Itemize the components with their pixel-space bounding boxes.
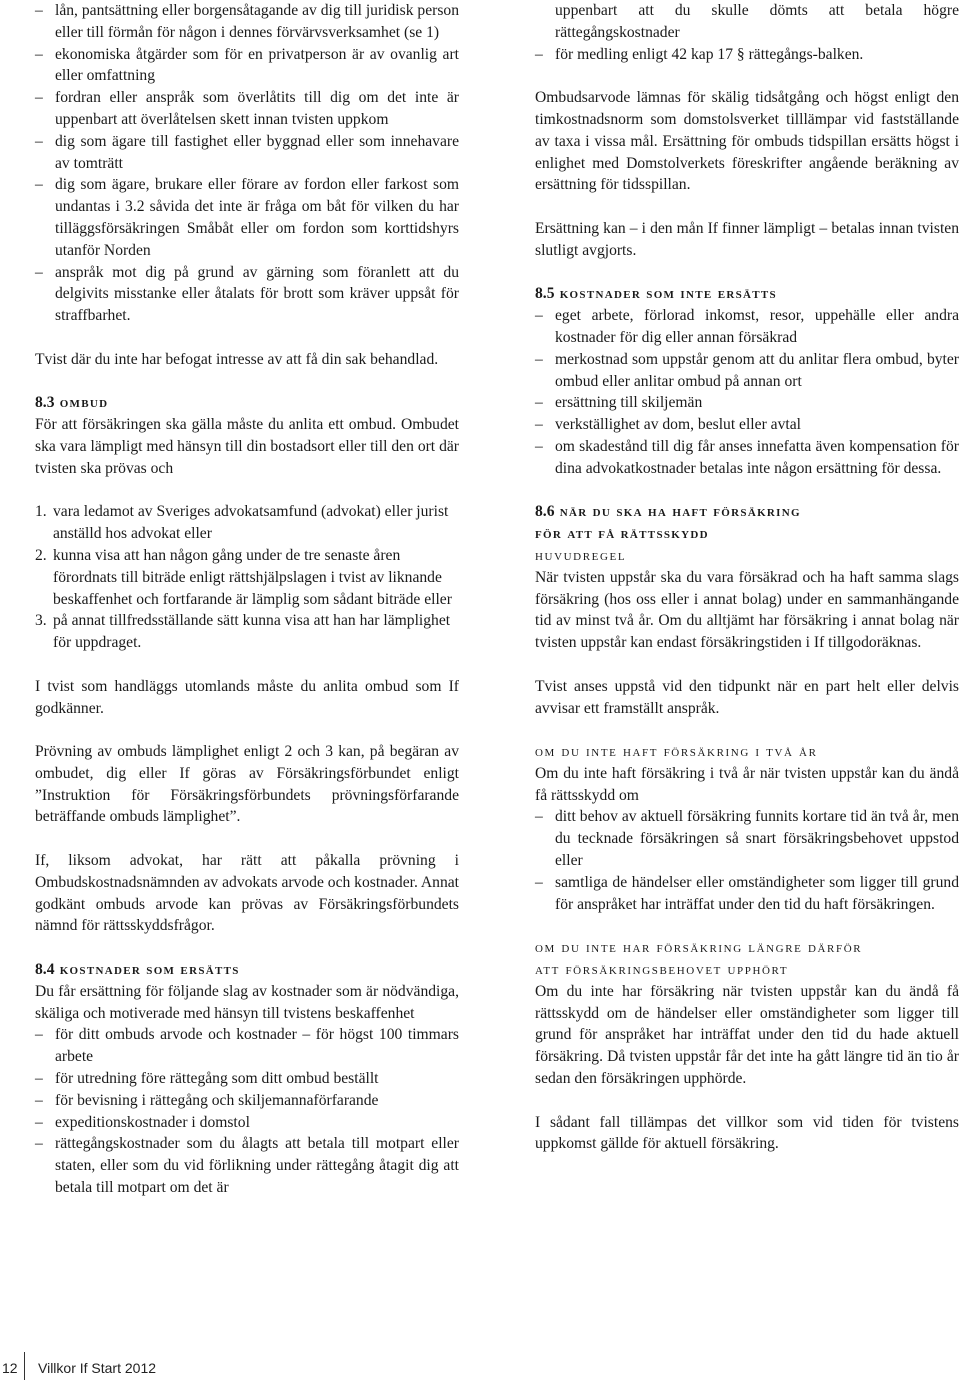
list-item: – ersättning till skiljemän bbox=[535, 392, 959, 414]
right-column bbox=[535, 0, 959, 1155]
subheading-tva-ar: om du inte haft försäkring i två år bbox=[535, 743, 818, 761]
list-item: – lån, pantsättning eller borgensåtagande av dig till juridisk person eller till förmån för någon i dennes förvärvsverksamhet (se 1) bbox=[35, 0, 459, 44]
subheading-langre-line2: att försäkringsbehovet upphört bbox=[535, 961, 789, 979]
list-item: – eget arbete, förlorad inkomst, resor, uppehälle eller andra kostnader för dig eller annan försäkrad bbox=[535, 305, 959, 349]
section-number: 8.4 bbox=[35, 961, 55, 979]
list-item: – fordran eller anspråk som överlåtits till dig om det inte är uppenbart att överlåtelsen skett innan tvisten uppkom bbox=[35, 87, 459, 131]
not-covered-list bbox=[535, 305, 959, 479]
list-item: – expeditionskostnader i domstol bbox=[35, 1112, 459, 1134]
section-title: kostnader som inte ersätts bbox=[559, 285, 777, 303]
section-heading-8-5 bbox=[535, 283, 959, 305]
subheading-huvudregel: huvudregel bbox=[535, 546, 627, 564]
paragraph-tvist-uppstar: Tvist anses uppstå vid den tidpunkt när en part helt eller delvis avvisar ett framställt anspråk. bbox=[535, 677, 959, 717]
list-item: – rättegångskostnader som du ålagts att betala till motpart eller staten, eller som du vid förlikning under rättegång åtagit dig att betala till motpart om det är bbox=[35, 1133, 459, 1198]
item-text: vara ledamot av Sveriges advokatsamfund (advokat) eller jurist anställd hos advokat eller bbox=[53, 503, 449, 543]
paragraph-ersattning: Ersättning kan – i den mån If finner lämpligt – betalas innan tvisten slutligt avgjorts. bbox=[535, 219, 959, 259]
section-title: kostnader som ersätts bbox=[59, 961, 240, 979]
paragraph-sadant-fall: I sådant fall tillämpas det villkor som vid tiden för tvistens uppkomst gällde för aktuell försäkring. bbox=[535, 1113, 959, 1153]
exclusion-list bbox=[35, 0, 459, 327]
item-text: kunna visa att han någon gång under de tre senaste åren förordnats till biträde enligt rättshjälpslagen i tvist av liknande beskaffenhet och fortfarande är lämplig som sådant biträde eller bbox=[53, 546, 452, 608]
footer-divider bbox=[24, 1352, 25, 1380]
document-title: Villkor If Start 2012 bbox=[38, 1360, 157, 1376]
numbered-list bbox=[35, 501, 459, 654]
cost-list bbox=[35, 1024, 459, 1198]
list-item: – samtliga de händelser eller omständigheter som ligger till grund för anspråket har inträffat under den tid du haft försäkringen. bbox=[535, 872, 959, 916]
item-text: på annat tillfredsställande sätt kunna visa att han har lämplighet för uppdraget. bbox=[53, 612, 451, 652]
section-number: 8.3 bbox=[35, 394, 55, 412]
paragraph-liksom: If, liksom advokat, har rätt att påkalla prövning i Ombudskostnadsnämnden av advokats arvode och kostnader. Annat godkänt ombuds arvode kan prövas av Försäkringsförbundets nämnd för rättsskyddsfrågor. bbox=[35, 852, 459, 935]
paragraph-arvode: Ombudsarvode lämnas för skälig tidsåtgång och högst enligt den timkostnadsnorm som domstolsverket tilllämpar vid fastställande av taxa i vissa mål. Ersättning för ombuds tidspillan ersätts högst i enlighet med Domstolverkets föreskrifter angående beräkning av ersättning för tidsspillan. bbox=[535, 89, 959, 194]
section-heading-8-6 bbox=[535, 501, 959, 523]
item-number: 3. bbox=[35, 612, 47, 630]
numbered-item bbox=[35, 501, 459, 545]
list-item: – dig som ägare, brukare eller förare av fordon eller farkost som undantas i 3.2 såvida det inte är fråga om båt för vilken du har tilläggsförsäkringen Småbåt eller om fordon som korttidshyrs utanför Norden bbox=[35, 174, 459, 261]
item-number: 2. bbox=[35, 546, 47, 564]
left-column bbox=[35, 0, 459, 1199]
paragraph-langre: Om du inte har försäkring när tvisten uppstår kan du ändå få rättsskydd om de händelser eller omständigheter som ligger till grund för anspråket har inträffat under den tid du hade aktuell försäkring. Då tvisten uppstår får det inte ha gått längre tid än tio år sedan den försäkringen upphörde. bbox=[535, 982, 959, 1088]
numbered-item bbox=[35, 545, 459, 610]
paragraph-ombud: För att försäkringen ska gälla måste du anlita ett ombud. Ombudet ska vara lämpligt med hänsyn till din bostadsort eller till den ort där tvisten ska prövas och bbox=[35, 416, 459, 477]
section-number: 8.6 bbox=[535, 503, 555, 521]
paragraph-kostnader: Du får ersättning för följande slag av kostnader som är nödvändiga, skäliga och motiverade med hänsyn till tvistens beskaffenhet bbox=[35, 982, 459, 1022]
numbered-item bbox=[35, 610, 459, 654]
subheading-langre-line1: om du inte har försäkring längre därför bbox=[535, 939, 863, 957]
section-heading-8-4 bbox=[35, 959, 459, 981]
list-item: – för ditt ombuds arvode och kostnader – för högst 100 timmars arbete bbox=[35, 1024, 459, 1068]
paragraph-continued: uppenbart att du skulle dömts att betala högre rättegångskostnader bbox=[555, 2, 959, 41]
section-title: ombud bbox=[59, 394, 109, 412]
list-item: – merkostnad som uppstår genom att du anlitar flera ombud, byter ombud eller anlitar ombud på annan ort bbox=[535, 349, 959, 393]
list-item: – för medling enligt 42 kap 17 § rättegångs-balken. bbox=[535, 44, 959, 66]
paragraph-utomlands: I tvist som handläggs utomlands måste du anlita ombud som If godkänner. bbox=[35, 677, 459, 717]
list-item: – för bevisning i rättegång och skiljemannaförfarande bbox=[35, 1090, 459, 1112]
list-item: – anspråk mot dig på grund av gärning som föranlett att du delgivits misstanke eller åtalats för brott som kräver uppsåt för straffbarhet. bbox=[35, 262, 459, 327]
paragraph-huvudregel: När tvisten uppstår ska du vara försäkrad och ha haft samma slags försäkring (hos oss eller i annat bolag) under en sammanhängande tid av minst två år. Om du alltjämt har försäkring i annat bolag när tvisten uppstår kan endast försäkringstiden i If tillgodoräknas. bbox=[535, 568, 959, 652]
section-heading-8-6-line2: för att få rättsskydd bbox=[535, 525, 709, 543]
page-number: 12 bbox=[2, 1360, 18, 1376]
tva-ar-list bbox=[535, 806, 959, 915]
list-item: – ekonomiska åtgärder som för en privatperson är av ovanlig art eller omfattning bbox=[35, 44, 459, 88]
list-item: – om skadestånd till dig får anses innefatta även kompensation för dina advokatkostnader betalas inte någon ersättning för dessa. bbox=[535, 436, 959, 480]
list-item: – ditt behov av aktuell försäkring funnits kortare tid än två år, men du tecknade försäkringen så snart försäkringsbehovet uppstod eller bbox=[535, 806, 959, 871]
paragraph-provning: Prövning av ombuds lämplighet enligt 2 och 3 kan, på begäran av ombudet, dig eller If göras av Försäkringsförbundet enligt ”Instruktion för Försäkringsförbundets prövningsförfarande beträffande ombuds lämplighet”. bbox=[35, 743, 459, 826]
section-number: 8.5 bbox=[535, 285, 555, 303]
list-item: – verkställighet av dom, beslut eller avtal bbox=[535, 414, 959, 436]
paragraph-tvist: Tvist där du inte har befogat intresse av att få din sak behandlad. bbox=[35, 350, 439, 368]
section-title: när du ska ha haft försäkring bbox=[559, 503, 801, 521]
list-item: – för utredning före rättegång som ditt ombud beställt bbox=[35, 1068, 459, 1090]
list-item: – dig som ägare till fastighet eller byggnad eller som innehavare av tomträtt bbox=[35, 131, 459, 175]
medling-list bbox=[535, 44, 959, 66]
paragraph-tva-ar: Om du inte haft försäkring i två år när tvisten uppstår kan du ändå få rättsskydd om bbox=[535, 764, 959, 804]
section-heading-8-3 bbox=[35, 392, 459, 414]
item-number: 1. bbox=[35, 503, 47, 521]
